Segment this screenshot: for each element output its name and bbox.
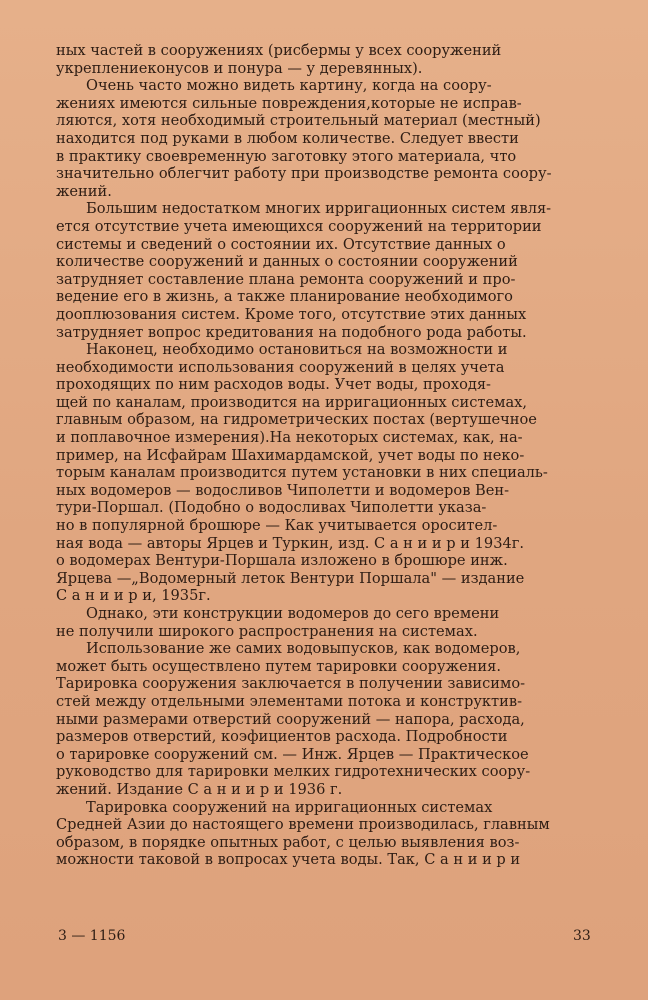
text-line: Тарировка сооружений на ирригационных системах — [86, 798, 493, 816]
text-line: о тарировке сооружений см. — Инж. Ярцев — Практическое — [56, 745, 529, 763]
text-line: Ярцева —„Водомерный леток Вентури Поршала" — издание — [56, 569, 525, 587]
text-line: Наконец, необходимо остановиться на возможности и — [86, 341, 508, 359]
text-line: затрудняет вопрос кредитования на подобного рода работы. — [56, 323, 527, 341]
text-line: ляются, хотя необходимый строительный материал (местный) — [56, 112, 541, 130]
text-line: тури-Поршал. (Подобно о водосливах Чиполетти указа- — [56, 499, 487, 517]
text-line: руководство для тарировки мелких гидротехнических соору- — [56, 763, 531, 781]
text-line: пример, на Исфайрам Шахимардамской, учет воды по неко- — [56, 446, 525, 464]
text-line: Однако, эти конструкции водомеров до сего времени — [86, 605, 500, 622]
text-line: затрудняет составление плана ремонта сооружений и про- — [56, 270, 516, 288]
text-line: но в популярной брошюре — Как учитывается оросител- — [56, 517, 498, 535]
text-line: Большим недостатком многих ирригационных систем явля- — [86, 200, 552, 218]
text-line: главным образом, на гидрометрических постах (вертушечное — [56, 411, 537, 429]
printer-signature: 3 — 1156 — [58, 928, 126, 944]
text-line: может быть осуществлено путем тарировки сооружения. — [56, 657, 501, 675]
text-line: и поплавочное измерения).На некоторых системах, как, на- — [56, 429, 523, 447]
text-line: жений. — [56, 182, 112, 200]
text-line: значительно облегчит работу при производстве ремонта соору- — [56, 165, 552, 183]
text-line: щей по каналам, производится на ирригационных системах, — [56, 393, 528, 411]
text-line: С а н и и р и, 1935г. — [56, 587, 211, 605]
paragraph-4 — [56, 341, 601, 605]
text-line: укреплениеконусов и понура — у деревянных). — [56, 59, 423, 77]
text-line: количестве сооружений и данных о состоянии сооружений — [56, 253, 518, 271]
text-line: жениях имеются сильные повреждения,которые не исправ- — [56, 94, 522, 112]
text-line: ная вода — авторы Ярцев и Туркин, изд. С а н и и р и 1934г. — [56, 534, 525, 552]
text-line: ных частей в сооружениях (рисбермы у всех сооружений — [56, 42, 502, 59]
text-line: необходимости использования сооружений в целях учета — [56, 358, 505, 376]
text-line: Средней Азии до настоящего времени производилась, главным — [56, 816, 550, 834]
text-line: ных водомеров — водосливов Чиполетти и водомеров Вен- — [56, 481, 510, 499]
text-line: Тарировка сооружения заключается в получении зависимо- — [56, 675, 526, 693]
text-line: в практику своевременную заготовку этого материала, что — [56, 147, 517, 165]
text-line: Очень часто можно видеть картину, когда на соору- — [86, 77, 492, 95]
text-line: ными размерами отверстий сооружений — напора, расхода, — [56, 710, 525, 728]
paragraph-7 — [56, 799, 601, 869]
text-line: не получили широкого распространения на системах. — [56, 622, 478, 640]
text-line: стей между отдельными элементами потока и конструктив- — [56, 692, 522, 710]
text-line: жений. Издание С а н и и р и 1936 г. — [56, 780, 343, 798]
page-number: 33 — [573, 928, 591, 944]
paragraph-1 — [56, 42, 601, 77]
text-line: можности таковой в вопросах учета воды. Так, С а н и и р и — [56, 851, 521, 869]
text-line: образом, в порядке опытных работ, с целью выявления воз- — [56, 833, 520, 851]
text-line: находится под руками в любом количестве. Следует ввести — [56, 129, 519, 147]
text-line: дооплюзования систем. Кроме того, отсутствие этих данных — [56, 305, 527, 323]
paragraph-2 — [56, 77, 601, 200]
text-line: о водомерах Вентури-Поршала изложено в брошюре инж. — [56, 552, 508, 570]
text-line: системы и сведений о состоянии их. Отсутствие данных о — [56, 235, 506, 253]
text-line: ется отсутствие учета имеющихся сооружений на территории — [56, 217, 542, 235]
paragraph-5 — [56, 605, 601, 640]
body-text — [56, 42, 601, 869]
paragraph-3 — [56, 200, 601, 341]
text-line: ведение его в жизнь, а также планирование необходимого — [56, 288, 513, 306]
text-line: размеров отверстий, коэфициентов расхода. Подробности — [56, 728, 508, 746]
text-line: Использование же самих водовыпусков, как водомеров, — [86, 640, 521, 658]
paragraph-6 — [56, 640, 601, 798]
text-line: торым каналам производится путем установки в них специаль- — [56, 464, 548, 482]
text-line: проходящих по ним расходов воды. Учет воды, проходя- — [56, 376, 491, 394]
